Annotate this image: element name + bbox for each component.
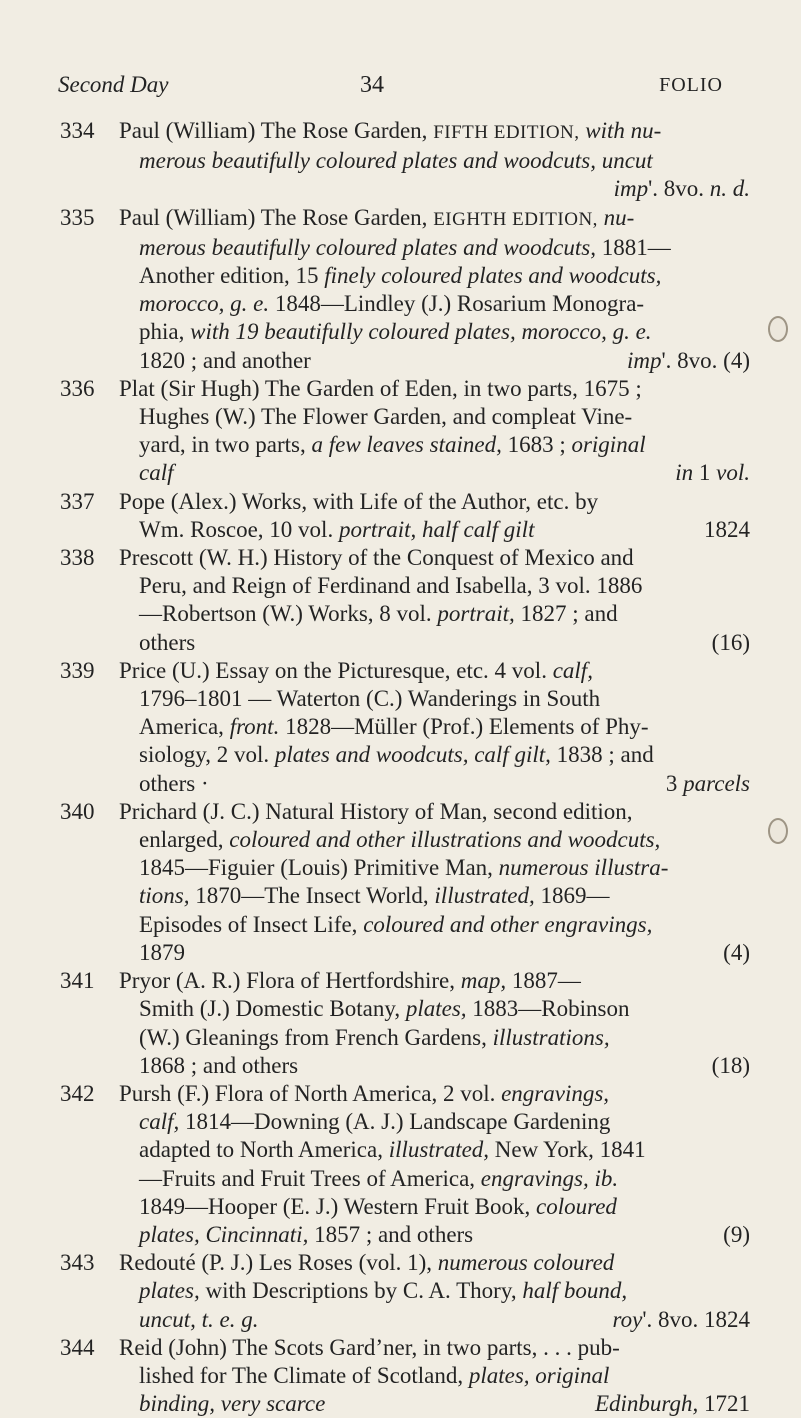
lot-number: 344 — [60, 1334, 95, 1360]
lot-text-segment: (9) — [723, 1221, 750, 1247]
lot-entry — [60, 657, 750, 798]
lot-text-segment: Plat (Sir Hugh) The Garden of Eden, in two parts, 1675 ; — [119, 375, 642, 401]
lot-line — [119, 488, 750, 516]
lot-line — [119, 1277, 750, 1305]
header-format: FOLIO — [659, 74, 723, 96]
lot-text-segment: 1838 ; and — [550, 742, 654, 768]
lot-text-segment: 1849—Hooper (E. J.) Western Fruit Book, — [139, 1193, 536, 1219]
lot-text-segment: parcels — [683, 770, 750, 796]
lot-text-segment: finely coloured plates and woodcuts, — [324, 263, 662, 289]
lot-line — [119, 939, 750, 967]
lot-text-segment: n. d. — [709, 176, 750, 202]
lot-line — [119, 459, 750, 487]
lot-text-segment: Paul (William) The Rose Garden, — [119, 118, 434, 143]
lot-line — [119, 1108, 750, 1136]
lot-line — [119, 318, 750, 346]
lot-line — [119, 403, 750, 431]
lot-line-right — [712, 629, 750, 657]
lot-text-segment: illustrated, — [434, 883, 535, 909]
lot-line — [119, 629, 750, 657]
lot-line — [119, 967, 750, 995]
lot-text-segment: EIGHTH EDITION, — [433, 208, 598, 230]
lot-text-segment: calf, — [552, 657, 593, 683]
lot-line — [119, 1024, 750, 1052]
lot-text-segment: siology, 2 vol. — [139, 742, 275, 768]
lot-number: 343 — [60, 1250, 95, 1276]
lot-line — [119, 290, 750, 318]
lot-line-right — [627, 347, 750, 375]
lot-line — [119, 995, 750, 1023]
lot-text-segment: Edinburgh, — [594, 1391, 699, 1417]
lot-text-segment: 1828—Müller (Prof.) Elements of Phy- — [279, 714, 649, 740]
lot-line — [119, 1249, 750, 1277]
lot-text-segment: morocco, g. e. — [139, 291, 270, 317]
lot-text-segment: engravings, — [501, 1080, 610, 1106]
lot-text-segment: map, — [460, 968, 507, 994]
lot-line — [119, 544, 750, 572]
lot-line — [119, 262, 750, 290]
lot-line — [119, 882, 750, 910]
lot-line-left — [139, 1052, 298, 1080]
lot-text-segment: '. 8vo. (4) — [661, 347, 750, 373]
lot-text-segment: Wm. Roscoe, 10 vol. — [139, 516, 339, 542]
lot-line — [119, 826, 750, 854]
lot-line-left — [139, 1221, 473, 1249]
lot-line — [119, 1080, 750, 1108]
lot-text-segment: half bound, — [522, 1278, 628, 1304]
lot-line-right — [666, 770, 750, 798]
lot-text-segment: Paul (William) The Rose Garden, — [119, 204, 434, 230]
lot-text-segment: Pope (Alex.) Works, with Life of the Author, etc. by — [119, 488, 599, 514]
lot-text-segment: with Descriptions by C. A. Thory, — [199, 1278, 523, 1304]
lot-entry — [60, 967, 750, 1080]
lot-text-segment: Cincinnati, — [199, 1221, 309, 1247]
lot-text-segment: Hughes (W.) The Flower Garden, and compleat Vine- — [139, 404, 633, 430]
binding-hole-icon — [768, 316, 788, 342]
lot-text-segment: calf, — [139, 1109, 180, 1135]
lot-text-segment: calf — [139, 460, 174, 486]
lot-text-segment: —Robertson (W.) Works, 8 vol. — [139, 601, 438, 627]
lot-text-segment: (18) — [711, 1052, 750, 1078]
lot-line-left — [139, 770, 209, 798]
lot-text-segment: Price (U.) Essay on the Picturesque, etc. 4 vol. — [119, 657, 553, 683]
lot-text-segment: coloured — [536, 1193, 617, 1219]
lot-text-segment: (4) — [723, 939, 750, 965]
lot-text-segment: nu- — [597, 204, 635, 230]
lot-text-segment: plates and woodcuts, calf gilt, — [274, 742, 551, 768]
lot-line-right — [723, 939, 750, 967]
lot-text-segment: roy — [612, 1306, 643, 1332]
lot-text-segment: others · — [139, 770, 209, 796]
lot-text-segment: (W.) Gleanings from French Gardens, — [139, 1024, 493, 1050]
lot-line — [119, 431, 750, 459]
lot-text-segment: 1868 ; and others — [139, 1052, 299, 1078]
lot-text-segment: Peru, and Reign of Ferdinand and Isabella, 3 vol. 1886 — [139, 573, 643, 599]
lot-line — [119, 1221, 750, 1249]
lot-number: 340 — [60, 798, 95, 824]
lot-text-segment: Prescott (W. H.) History of the Conquest of Mexico and — [119, 545, 634, 571]
lot-text-segment: 1857 ; and others — [308, 1221, 474, 1247]
lot-line-left — [139, 1390, 325, 1418]
lot-list — [60, 117, 750, 1418]
lot-entry — [60, 1249, 750, 1334]
lot-line — [119, 911, 750, 939]
lot-text-segment: '. 8vo. 1824 — [642, 1306, 750, 1332]
lot-line — [119, 375, 750, 403]
lot-text-segment: others — [139, 629, 196, 655]
lot-text-segment: coloured and other illustrations and woodcuts, — [229, 827, 661, 853]
lot-line — [119, 854, 750, 882]
lot-line — [119, 741, 750, 769]
lot-entry — [60, 1080, 750, 1249]
lot-entry — [60, 488, 750, 544]
lot-number: 341 — [60, 968, 95, 994]
lot-text-segment: portrait, — [437, 601, 515, 627]
lot-text-segment: vol. — [716, 460, 750, 486]
lot-text-segment: illustrated, — [388, 1137, 490, 1163]
lot-line — [119, 713, 750, 741]
lot-line-right — [675, 459, 750, 487]
lot-text-segment: uncut, t. e. g. — [139, 1306, 259, 1332]
lot-text-segment: Another edition, 15 — [139, 263, 325, 289]
lot-text-segment: FIFTH EDITION, — [433, 122, 580, 143]
lot-line — [119, 234, 750, 262]
lot-line-right — [614, 175, 750, 203]
lot-text-segment: 1796–1801 — Waterton (C.) Wanderings in South — [139, 686, 601, 712]
lot-text-segment: 1887— — [506, 968, 581, 994]
lot-line — [119, 175, 750, 203]
lot-text-segment: plates, original — [468, 1362, 610, 1388]
lot-text-segment: adapted to North America, — [139, 1137, 389, 1163]
lot-text-segment: Redouté (P. J.) Les Roses (vol. 1), — [119, 1250, 438, 1276]
lot-text-segment: Pryor (A. R.) Flora of Hertfordshire, — [119, 968, 461, 994]
lot-line-left — [139, 939, 185, 967]
lot-text-segment: 1814—Downing (A. J.) Landscape Gardening — [179, 1109, 611, 1135]
lot-line — [119, 770, 750, 798]
lot-text-segment: with nu- — [579, 118, 662, 143]
lot-text-segment: plates, — [405, 996, 467, 1022]
lot-text-segment: Episodes of Insect Life, — [139, 911, 364, 937]
page-header — [58, 72, 723, 102]
lot-line — [119, 1193, 750, 1221]
lot-line — [119, 600, 750, 628]
lot-text-segment: merous beautifully coloured plates and woodcuts, uncut — [139, 148, 653, 174]
lot-line-right — [723, 1221, 750, 1249]
lot-text-segment: —Fruits and Fruit Trees of America, — [139, 1165, 481, 1191]
lot-line — [119, 147, 750, 175]
lot-text-segment: . 8vo. — [652, 176, 710, 202]
lot-text-segment: 1881— — [595, 234, 671, 260]
lot-text-segment: front. — [229, 714, 280, 740]
lot-number: 338 — [60, 545, 95, 571]
header-day: Second Day — [58, 72, 169, 97]
lot-text-segment: 1848—Lindley (J.) Rosarium Monogra- — [269, 291, 645, 317]
lot-number: 342 — [60, 1080, 95, 1106]
lot-text-segment: Reid (John) The Scots Gard’ner, in two parts, . . . pub- — [119, 1334, 620, 1360]
lot-text-segment: ' — [648, 176, 653, 202]
lot-entry — [60, 117, 750, 204]
lot-line — [119, 516, 750, 544]
lot-text-segment: 1845—Figuier (Louis) Primitive Man, — [139, 855, 499, 881]
lot-line-right — [595, 1390, 750, 1418]
lot-line — [119, 1052, 750, 1080]
lot-text-segment: 1827 ; and — [514, 601, 618, 627]
lot-text-segment: 1683 ; — [501, 432, 572, 458]
lot-text-segment: portrait, half calf gilt — [338, 516, 535, 542]
lot-text-segment: (16) — [711, 629, 750, 655]
lot-text-segment: 1824 — [704, 516, 750, 542]
lot-number: 336 — [60, 375, 95, 401]
lot-text-segment: Pursh (F.) Flora of North America, 2 vol. — [119, 1080, 502, 1106]
lot-text-segment: phia, — [139, 319, 191, 345]
lot-text-segment: yard, in two parts, — [139, 432, 312, 458]
page-number: 34 — [360, 72, 384, 98]
lot-text-segment: America, — [139, 714, 230, 740]
lot-line — [119, 204, 750, 234]
lot-entry — [60, 375, 750, 488]
lot-entry — [60, 544, 750, 657]
lot-entry — [60, 1334, 750, 1418]
lot-text-segment: original — [571, 432, 646, 458]
lot-text-segment: New York, 1841 — [489, 1137, 646, 1163]
lot-text-segment: in — [675, 460, 694, 486]
lot-text-segment: 1 — [693, 460, 717, 486]
lot-number: 337 — [60, 488, 95, 514]
lot-number: 335 — [60, 204, 95, 230]
lot-text-segment: plates, — [139, 1221, 200, 1247]
lot-line — [119, 1334, 750, 1362]
lot-line — [119, 1136, 750, 1164]
lot-text-segment: numerous illustra- — [498, 855, 669, 881]
lot-line — [119, 1165, 750, 1193]
lot-line — [119, 798, 750, 826]
lot-text-segment: lished for The Climate of Scotland, — [139, 1362, 469, 1388]
lot-text-segment: Smith (J.) Domestic Botany, — [139, 996, 406, 1022]
lot-line-left — [139, 459, 174, 487]
lot-text-segment: binding, very scarce — [139, 1391, 326, 1417]
lot-text-segment: tions, — [139, 883, 190, 909]
lot-text-segment: 1879 — [139, 939, 185, 965]
lot-entry — [60, 204, 750, 375]
lot-line — [119, 1362, 750, 1390]
lot-line — [119, 1390, 750, 1418]
lot-text-segment: with 19 beautifully coloured plates, morocco, g. e. — [190, 319, 652, 345]
lot-text-segment: illustrations, — [492, 1024, 610, 1050]
lot-text-segment: merous beautifully coloured plates and woodcuts, — [139, 234, 596, 260]
lot-line — [119, 657, 750, 685]
lot-line — [119, 347, 750, 375]
lot-text-segment: engravings, ib. — [480, 1165, 619, 1191]
lot-text-segment: 1820 ; and another — [139, 347, 311, 373]
lot-text-segment: numerous coloured — [437, 1250, 615, 1276]
lot-text-segment: coloured and other engravings, — [363, 911, 653, 937]
binding-hole-icon — [768, 818, 788, 844]
lot-line — [119, 685, 750, 713]
lot-line-left — [139, 347, 311, 375]
lot-text-segment: 3 — [665, 770, 684, 796]
lot-line — [119, 117, 750, 147]
lot-text-segment: 1870—The Insect World, — [189, 883, 435, 909]
lot-number: 334 — [60, 118, 95, 143]
lot-text-segment: 1883—Robinson — [466, 996, 630, 1022]
lot-text-segment: a few leaves stained, — [311, 432, 502, 458]
lot-line — [119, 572, 750, 600]
lot-line-right — [712, 1052, 750, 1080]
lot-text-segment: 1721 — [698, 1391, 750, 1417]
lot-line-left — [139, 629, 195, 657]
lot-text-segment: Prichard (J. C.) Natural History of Man, second edition, — [119, 798, 633, 824]
lot-text-segment: enlarged, — [139, 827, 230, 853]
lot-entry — [60, 798, 750, 967]
lot-text-segment: imp — [613, 176, 649, 202]
lot-line-right — [704, 516, 750, 544]
lot-line-left — [139, 516, 534, 544]
lot-text-segment: 1869— — [534, 883, 610, 909]
lot-number: 339 — [60, 657, 95, 683]
lot-text-segment: imp — [627, 347, 662, 373]
lot-text-segment: plates, — [139, 1278, 200, 1304]
